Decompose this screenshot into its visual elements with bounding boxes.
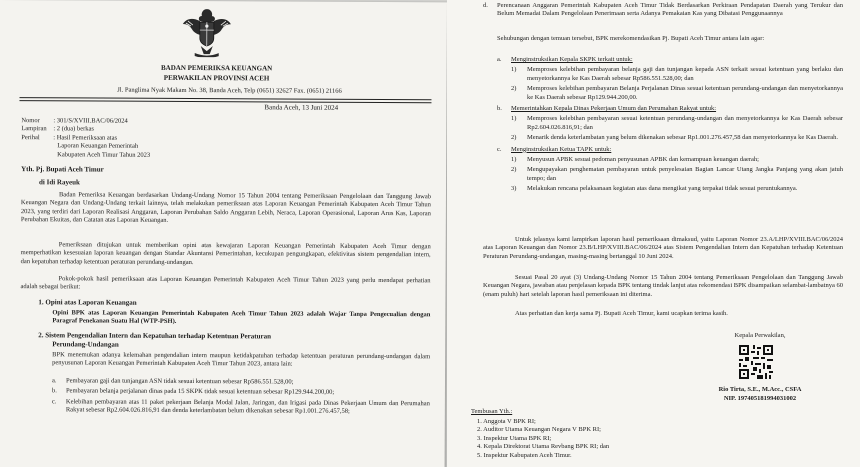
recommendation-group — [497, 146, 843, 194]
letter-page-2 — [447, 0, 860, 467]
section-spi-title-a: 2. Sistem Pengendalian Intern dan Kepatuhan terhadap Ketentuan Peraturan — [38, 331, 272, 341]
list-item: 2. Auditor Utama Keuangan Negara V BPK RI; — [477, 426, 601, 434]
meta-label: Lampiran — [21, 125, 47, 133]
group-title: Memerintahkan Kepala Dinas Pekerjaan Umum dan Perumahan Rakyat untuk: — [511, 105, 717, 113]
institution-name: BADAN PEMERIKSA KEUANGAN — [161, 63, 273, 73]
item-d — [483, 2, 843, 19]
paragraph-purpose: Pemeriksaan ditujukan untuk memberikan opini atas kewajaran Laporan Keuangan Pemerintah Kabupaten Aceh Timur dengan memperhatikan kesesuaian laporan keuangan dengan Standar Akuntansi Pemerintahan, kecukupan pengungkapan, efektivitas sistem pengendalian intern, dan kepatuhan terhadap ketentuan peraturan perundang-undangan. — [20, 241, 431, 266]
item-marker: d. — [483, 2, 488, 9]
qr-code-icon — [737, 343, 775, 381]
sub-text: Menarik denda keterlambatan yang belum dikenakan sebesar Rp1.001.276.457,58 dan menyetorkannya ke Kas Daerah. — [527, 134, 838, 142]
item-text: Pembayaran belanja perjalanan dinas pada 15 SKPK tidak sesuai ketentuan sebesar Rp129.944.200,00; — [65, 387, 335, 397]
list-item — [483, 2, 843, 19]
recipient-location: di Idi Rayeuk — [39, 178, 80, 187]
sub-item — [511, 115, 843, 132]
section-opinion-title: 1. Opini atas Laporan Keuangan — [38, 298, 137, 307]
sub-text: Memproses kelebihan pembayaran Belanja Perjalanan Dinas sesuai ketentuan perundang-undangan dan menyetorkannya ke Kas Daerah sebesar Rp129.944.200,00. — [527, 85, 843, 101]
recommendation-list — [497, 56, 843, 194]
meta-value: : 2 (dua) berkas — [53, 125, 94, 133]
item-marker: c. — [51, 398, 57, 406]
signatory-name: Rio Tirta, S.E., M.Acc., CSFA — [718, 386, 802, 393]
garuda-emblem-icon — [182, 5, 232, 57]
meta-value: Laporan Keuangan Pemerintah — [57, 142, 139, 150]
item-text: Perencanaan Anggaran Pemerintah Kabupaten Aceh Timur Tidak Berdasarkan Perkiraan Pendapatan Daerah yang Terukur dan Belum Memadai Dalam Pengelolaan Penerimaan serta Adanya Pemakaian Kas yang Dibatasi Penggunaannya — [497, 2, 843, 18]
sub-item — [511, 85, 843, 102]
sub-item — [511, 66, 843, 83]
office-name: PERWAKILAN PROVINSI ACEH — [163, 73, 270, 83]
cc-title: Tembusan Yth.: — [471, 408, 513, 415]
list-item — [52, 388, 430, 398]
list-item — [52, 398, 430, 417]
letter-meta — [21, 117, 281, 160]
office-address: Jl. Panglima Nyak Makam No. 38, Banda Aceh, Telp (0651) 32627 Fax. (0651) 21166 — [117, 86, 342, 95]
finding-list — [52, 377, 430, 417]
letter-date: Banda Aceh, 13 Juni 2024 — [264, 103, 339, 112]
item-marker: a. — [51, 377, 57, 385]
sub-marker: 2) — [511, 166, 517, 174]
item-text: Pembayaran gaji dan tunjangan ASN tidak sesuai ketentuan sebesar Rp586.551.528,00; — [65, 377, 294, 386]
meta-value: : 301/S/XVIII.BAC/06/2024 — [53, 117, 128, 125]
group-marker: a. — [497, 56, 502, 63]
sub-item — [511, 134, 843, 142]
sub-text: Mengupayakan penghematan pembayaran untuk penyelesaian Bagian Lancar Utang Jangka Panjang yang akan jatuh tempo; dan — [527, 166, 843, 182]
sub-marker: 1) — [511, 156, 517, 164]
sub-marker: 3) — [511, 185, 517, 193]
paragraph-intro: Badan Pemeriksa Keuangan berdasarkan Undang-Undang Nomor 15 Tahun 2004 tentang Pemeriksaan Pengelolaan dan Tanggung Jawab Keuangan Negara dan Undang-Undang terkait lainnya, telah melakukan pemeriksaan atas Laporan Keuangan Pemerintah Kabupaten Aceh Timur Tahun 2023, yang terdiri dari Laporan Realisasi Anggaran, Laporan Perubahan Saldo Anggaran Lebih, Neraca, Laporan Operasional, Laporan Arus Kas, Laporan Perubahan Ekuitas, dan Catatan atas Laporan Keuangan. — [20, 191, 431, 225]
sub-marker: 2) — [511, 85, 517, 93]
group-title: Menginstruksikan Kepala SKPK terkait untuk: — [511, 56, 633, 63]
paragraph-report-details: Untuk jelasnya kami lampirkan laporan hasil pemeriksaan dimaksud, yaitu Laporan Nomor 23.A/LHP/XVIII.BAC/06/2024 atas Laporan Keuangan dan Nomor 23.B/LHP/XVIII.BAC/06/2024 atas Sistem Pengendalian Intern dan Kepatuhan terhadap Ketentuan Peraturan Perundang-undangan, masing-masing bertanggal 10 Juni 2024. — [483, 236, 843, 260]
recommendation-intro: Sehubungan dengan temuan tersebut, BPK merekomendasikan Pj. Bupati Aceh Timur antara lain agar: — [497, 35, 765, 42]
sub-item — [511, 166, 843, 183]
signature-title: Kepala Perwakilan, — [734, 332, 786, 339]
item-marker: b. — [51, 387, 57, 395]
list-item: 3. Inspektur Utama BPK RI; — [477, 434, 552, 442]
paragraph-follow-up: Sesuai Pasal 20 ayat (3) Undang-Undang Nomor 15 Tahun 2004 tentang Pemeriksaan Pengelolaan dan Tanggung Jawab Keuangan Negara, jawaban atau penjelasan kepada BPK tentang tindak lanjut atas rekomendasi BPK disampaikan selambat-lambatnya 60 (enam puluh) hari setelah laporan hasil pemeriksaan ini diterima. — [483, 274, 843, 298]
letterhead-divider-thin — [19, 100, 431, 103]
sub-item — [511, 185, 843, 193]
group-title: Menginstruksikan Ketua TAPK untuk: — [511, 145, 612, 153]
meta-label — [21, 151, 57, 160]
sub-text: Menyusun APBK sesuai pedoman penyusunan APBK dan kemampuan keuangan daerah; — [527, 156, 759, 164]
recommendation-group — [497, 56, 843, 102]
closing-sentence: Atas perhatian dan kerja sama Pj. Bupati Aceh Timur, kami ucapkan terima kasih. — [515, 310, 728, 317]
section-spi-body: BPK menemukan adanya kelemahan pengendalian intern maupun ketidakpatuhan terhadap ketentuan peraturan perundang-undangan dalam penyusunan Laporan Keuangan Pemerintah Kabupaten Aceh Timur Tahun 2023, antara lain: — [52, 351, 431, 368]
group-marker: c. — [497, 145, 502, 153]
sub-text: Memproses kelebihan pembayaran sesuai ketentuan perundang-undangan dan menyetorkannya ke Kas Daerah sebesar Rp2.604.026.816,91; dan — [527, 115, 843, 131]
sub-marker: 1) — [511, 115, 517, 123]
sub-marker: 1) — [511, 66, 517, 74]
sub-marker: 2) — [511, 134, 517, 142]
list-item: 1. Anggota V BPK RI; — [477, 418, 536, 425]
meta-row — [21, 151, 281, 161]
paragraph-findings: Pokok-pokok hasil pemeriksaan atas Laporan Keuangan Pemerintah Kabupaten Aceh Timur Tahun 2023 yang perlu mendapat perhatian adalah sebagai berikut: — [20, 275, 431, 291]
meta-label: Perihal — [21, 133, 40, 142]
list-item — [52, 377, 430, 387]
group-marker: b. — [497, 105, 502, 113]
meta-value: : Hasil Pemeriksaan atas — [53, 134, 118, 142]
sub-item — [511, 156, 843, 164]
cc-list — [477, 418, 737, 460]
section-opinion-body: Opini BPK atas Laporan Keuangan Pemerintah Kabupaten Aceh Timur Tahun 2023 adalah Wajar Tanpa Pengecualian dengan Paragraf Penekanan Suatu Hal (WTP-PSH). — [52, 309, 431, 326]
meta-label — [21, 142, 57, 151]
meta-label: Nomor — [21, 117, 40, 125]
section-spi-title-b: Perundang-Undangan — [52, 340, 119, 349]
meta-value: Kabupaten Aceh Timur Tahun 2023 — [57, 150, 151, 159]
sub-text: Memproses kelebihan pembayaran belanja gaji dan tunjangan kepada ASN terkait sesuai ketentuan yang berlaku dan menyetorkannya ke Kas Daerah sebesar Rp586.551.528,00; dan — [527, 66, 843, 82]
sub-text: Melakukan rencana pelaksanaan kegiatan atas dana mengikat yang terpakai tidak sesuai peruntukannya. — [527, 185, 798, 193]
list-item: 5. Inspektur Kabupaten Aceh Timur. — [477, 451, 572, 459]
recipient: Yth. Pj. Bupati Aceh Timur — [21, 165, 104, 174]
signatory-nip: NIP. 197405181994031002 — [723, 395, 797, 402]
recommendation-group — [497, 105, 843, 143]
item-text: Kelebihan pembayaran atas 11 paket pekerjaan Belanja Modal Jalan, Jaringan, dan Irigasi pada Dinas Pekerjaan Umum dan Perumahan Rakyat sebesar Rp2.604.026.816,91 dan denda keterlambatan belum dikenakan sebesar Rp1.001.276.457,58; — [65, 398, 430, 416]
list-item: 4. Kepala Direktorat Utama Revbang BPK RI; dan — [477, 443, 610, 451]
